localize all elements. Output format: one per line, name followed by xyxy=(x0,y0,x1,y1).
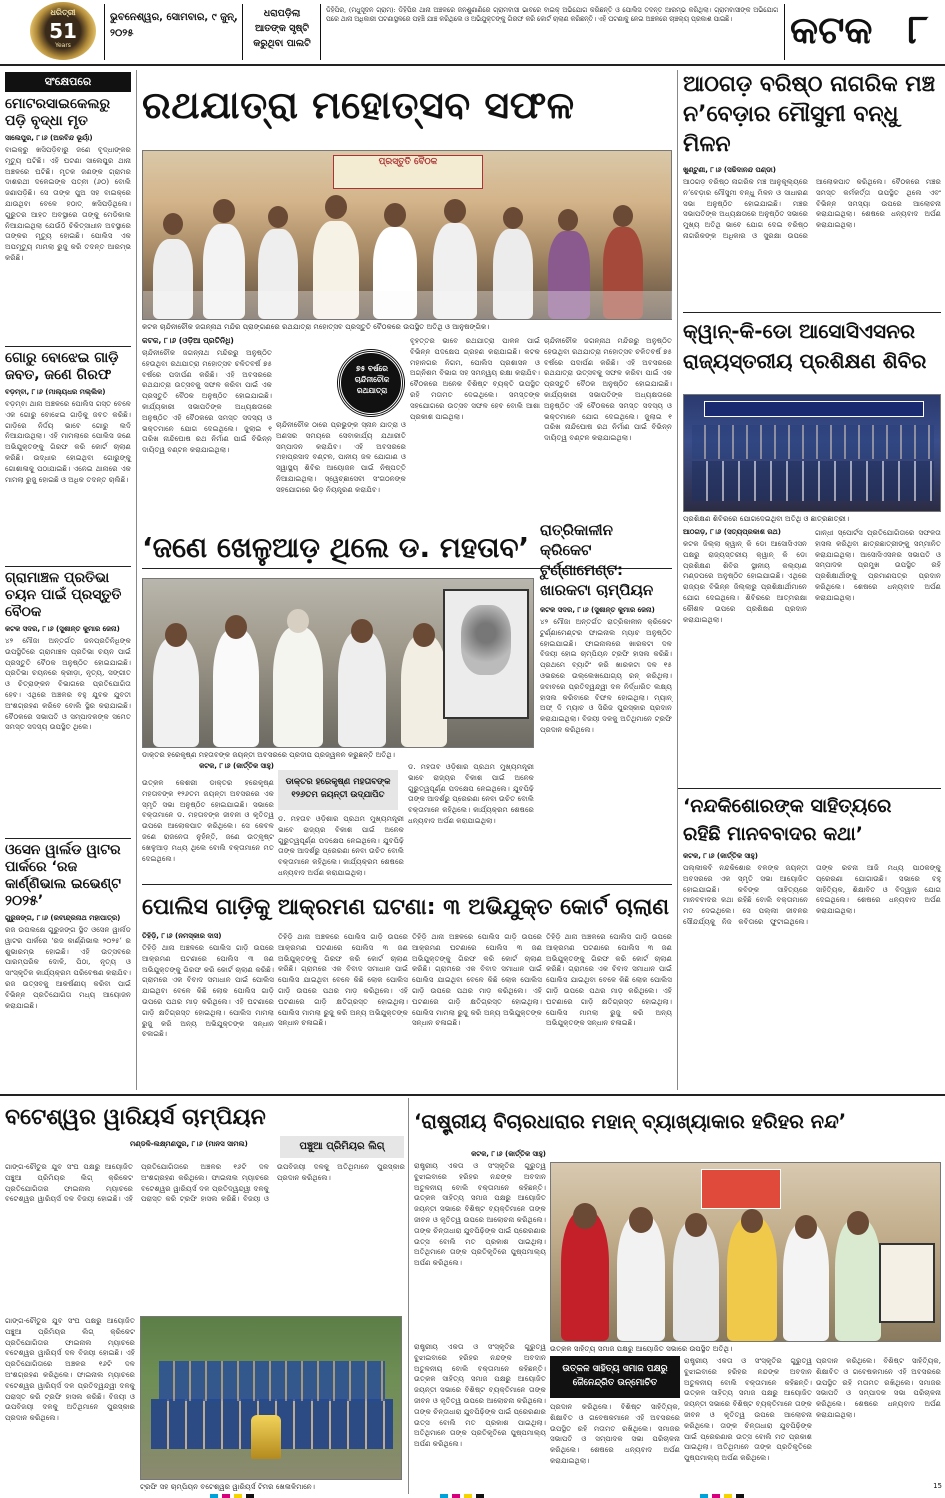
color-reg-cyan-2 xyxy=(440,1494,448,1498)
color-reg-yellow xyxy=(234,1494,242,1498)
police-body: ତିହିଡ଼ି ଥାନା ଅଞ୍ଚଳରେ ପୋଲିସ ଗାଡ଼ି ଉପରେ ଆକ୍ରମଣ ଘଟଣାରେ ପୋଲିସ ୩ ଜଣ ଅଭିଯୁକ୍ତଙ୍କୁ ଗିରଫ କରି କୋର୍ଟ ଚାଲାଣ କରିଛି। ଗ୍ରାମରେ ଏକ ବିବାଦ ସମାଧାନ ପାଇଁ ପୋଲିସ ଯାଇଥିବା ବେଳେ କିଛି ଲୋକ ପୋଲିସ ଗାଡ଼ି ଉପରେ ପଥର ମାଡ଼ କରିଥିଲେ। ଏହି ଘଟଣାରେ ଗାଡ଼ି କ୍ଷତିଗ୍ରସ୍ତ ହୋଇଥିଲା। ପୋଲିସ ମାମଲା ରୁଜୁ କରି ଅନ୍ୟ ଅଭିଯୁକ୍ତଙ୍କ ସନ୍ଧାନ ଚଳାଇଛି। xyxy=(142,943,277,1039)
athagarh-headline-1: ଆଠଗଡ଼ ବରିଷ୍ଠ ନାଗରିକ ମଞ୍ଚ xyxy=(683,72,935,97)
harihar-col-4 xyxy=(684,1356,815,1492)
kwan-photo xyxy=(683,394,941,512)
lead-body-right: ବୃହତ୍ତର ଭାବେ ରଥଯାତ୍ରା ପାଳନ ପାଇଁ ବିଭିନ୍ନ ପଦକ୍ଷେପ ଗ୍ରହଣ କରାଯାଇଛି। କଟକ ମହାନଗର ନିଗମ, ପୋଲିସ ପ୍ରଶାସନ ଓ ଅଗ୍ନିଶମ ବିଭାଗ ସହ ସମନ୍ୱୟ ରକ୍ଷା କରାଯିବ। ବୈଠକରେ ଅନେକ ବିଶିଷ୍ଟ ବ୍ୟକ୍ତି ଉପସ୍ଥିତ ରହି ମତାମତ ଦେଇଥିଲେ। ସମସ୍ତଙ୍କ ସହଯୋଗରେ ଉତ୍ସବ ସଫଳ ହେବ ବୋଲି ଆଶା ପ୍ରକାଶ ପାଇଥିଲା। xyxy=(410,336,543,421)
brief-2-headline: ଗୋରୁ ବୋଝେଇ ଗାଡ଼ି ଜବତ, ଜଣେ ଗିରଫ xyxy=(5,350,119,383)
brief-4 xyxy=(5,842,134,1087)
mahatab-body-mid: ଡ. ମହତାବ ଓଡ଼ିଶାର ପ୍ରଥମ ମୁଖ୍ୟମନ୍ତ୍ରୀ ଭାବେ ରାଜ୍ୟର ବିକାଶ ପାଇଁ ଅନେକ ଗୁରୁତ୍ୱପୂର୍ଣ୍ଣ ପଦକ୍ଷେପ ନେଇଥିଲେ। ଯୁବପିଢ଼ି ତାଙ୍କ ଆଦର୍ଶରୁ ପ୍ରେରଣା ନେବା ଉଚିତ ବୋଲି ବକ୍ତାମାନେ କହିଥିଲେ। କାର୍ଯ୍ୟକ୍ରମ ଶେଷରେ ଧନ୍ୟବାଦ ଅର୍ପଣ କରାଯାଇଥିଲା। xyxy=(278,814,407,877)
brief-4-dateline: ଗୁରୁଜଙ୍ଗ, ୮।୬ (ରବୀନ୍ଦ୍ରନାଥ ମହାପାତ୍ର) xyxy=(5,914,121,922)
harihar-col-2 xyxy=(414,1342,549,1492)
brief-4-body: ରଜ ଉପଲକ୍ଷେ ଗୁରୁଜଙ୍ଗ ସ୍ଥିତ ଓସେନ ୱାର୍ଲଡ ୱାଟର ପାର୍କରେ ‘ରଜ କାର୍ଣ୍ଣିଭାଲ ୨୦୨୫’ ର ଶୁଭାରମ୍ଭ ହୋଇଛି। ଏହି ଉତ୍ସବରେ ପାରମ୍ପରିକ ଦୋଳି, ପିଠା, ନୃତ୍ୟ ଓ ସାଂସ୍କୃତିକ କାର୍ଯ୍ୟକ୍ରମ ପରିବେଷଣ କରାଯିବ। ରଜ ଉତ୍ସବକୁ ଆକର୍ଷଣୀୟ କରିବା ପାଇଁ ବିଭିନ୍ନ ପ୍ରତିଯୋଗିତା ମଧ୍ୟ ଆୟୋଜନ କରାଯାଇଛି। xyxy=(5,925,134,1010)
brief-3-headline: ଗ୍ରାମାଞ୍ଚଳ ପ୍ରତିଭା ଚୟନ ପାଇଁ ପ୍ରସ୍ତୁତି ବୈଠକ xyxy=(5,570,122,620)
athagarh-dateline: ଖୁଣ୍ଟୁଣୀ, ୮।୬ (ସଚ୍ଚିଦାନନ୍ଦ ପଣ୍ଡା) xyxy=(683,166,776,174)
harihar-body-bottom: ପ୍ରଦାନ କରିଥିଲେ। ବିଶିଷ୍ଟ ସାହିତ୍ୟିକ, ଶିକ୍ଷାବିତ ଓ ଗବେଷକମାନେ ଏହି ଅବସରରେ ଉପସ୍ଥିତ ରହି ମତାମତ ରଖିଥିଲେ। ସମାଜର ସଭାପତି ଓ ସମ୍ପାଦକ ସଭା ପରିଚାଳନା କରିଥିଲେ। ଶେଷରେ ଧନ୍ୟବାଦ ଅର୍ପଣ କରାଯାଇଥିଲା। xyxy=(550,1402,683,1465)
anniversary-badge xyxy=(30,2,96,60)
brief-2-dateline: ବଡ଼ମ୍ବା, ୮।୬ (ମାଲ୍ୟଧର ମଲ୍ଲିକ) xyxy=(5,388,106,396)
brief-4-headline: ଓସେନ ୱାର୍ଲଡ ୱାଟର ପାର୍କରେ ‘ରଜ କାର୍ଣ୍ଣିଭାଲ ଇଭେଣ୍ଟ ୨୦୨୫’ xyxy=(5,842,121,909)
brief-3-body: ୪୨ ମୌଜା ଅନ୍ତର୍ଗତ ଜନପ୍ରତିନିଧିଙ୍କ ଉପସ୍ଥିତିରେ ଗ୍ରାମାଞ୍ଚଳ ପ୍ରତିଭା ଚୟନ ପାଇଁ ପ୍ରସ୍ତୁତି ବୈଠକ ଅନୁଷ୍ଠିତ ହୋଇଯାଇଛି। ପ୍ରତିଭା ଚୟନରେ କ୍ରୀଡ଼ା, ନୃତ୍ୟ, ସଙ୍ଗୀତ ଓ ଚିତ୍ରାଙ୍କନ ବିଭାଗରେ ପ୍ରତିଯୋଗିତା ହେବ। ଏଥିରେ ଅଞ୍ଚଳର ବହୁ ଯୁବକ ଯୁବତୀ ଅଂଶଗ୍ରହଣ କରିବେ ବୋଲି ସ୍ଥିର କରାଯାଇଛି। ବୈଠକରେ ସଭାପତି ଓ ସମ୍ପାଦକଙ୍କ ସମେତ ସମସ୍ତ ସଦସ୍ୟ ଉପସ୍ଥିତ ଥିଲେ। xyxy=(5,636,134,732)
mahatab-caption: ଡାକ୍ତର ହରେକୃଷ୍ଣ ମହତାବଙ୍କ ଜୟନ୍ତୀ ଅବସରରେ ପ୍ରଦୀପ ପ୍ରଜ୍ୱଳନ କରୁଛନ୍ତି ଅତିଥି। xyxy=(142,750,396,759)
cricket-dateline: କଟକ ସଦର, ୮।୬ (ସୁଶାନ୍ତ କୁମାର ଜେନା) xyxy=(540,606,655,614)
footer-page-ref: 15 xyxy=(933,1482,942,1490)
badge-years: Years xyxy=(55,42,71,49)
color-reg-magenta xyxy=(222,1494,230,1498)
nanda-body: ପଲ୍ଲୀକବି ନନ୍ଦକିଶୋର ବଳଙ୍କ ଜୟନ୍ତୀ ଅବସରରେ ଏକ ସ୍ମୃତି ସଭା ଆୟୋଜିତ ହୋଇଯାଇଛି। କବିଙ୍କ ସାହିତ୍ୟରେ ମାନବବାଦର କଥା ରହିଛି ବୋଲି ବକ୍ତାମାନେ ମତ ଦେଇଥିଲେ। ସେ ପଲ୍ଲୀ ଜୀବନର ସୌନ୍ଦର୍ଯ୍ୟକୁ ନିଜ କବିତାରେ ଫୁଟାଇଥିଲେ। ତାଙ୍କ ରଚନା ଆଜି ମଧ୍ୟ ପାଠକଙ୍କୁ ପ୍ରେରଣା ଯୋଗାଉଛି। ସଭାରେ ବହୁ ସାହିତ୍ୟିକ, ଶିକ୍ଷାବିତ ଓ ବିଦ୍ୱାନ ଯୋଗ ଦେଇଥିଲେ। ଶେଷରେ ଧନ୍ୟବାଦ ଅର୍ପଣ କରାଯାଇଥିଲା। xyxy=(683,863,944,926)
color-reg-yellow-2 xyxy=(464,1494,472,1498)
brief-1-body: ବାଇକ୍‌ରୁ ଖସିପଡ଼ିବାରୁ ଜଣେ ବୃଦ୍ଧାଙ୍କର ମୃତ୍ୟୁ ଘଟିଛି। ଏହି ଘଟଣା ସାଲେପୁର ଥାନା ଅଞ୍ଚଳରେ ଘଟିଛି। ମୃତକ ଜଣଙ୍କ ଗ୍ରାମର ଦାଶରଥୀ ଦଳେଇଙ୍କ ପତ୍ନୀ (୬୦) ବୋଲି ଜଣାପଡ଼ିଛି। ସେ ତାଙ୍କ ପୁଅ ସହ ବାଇକ୍‌ରେ ଯାଉଥିବା ବେଳେ ହଠାତ୍ ଖସିପଡ଼ିଥିଲେ। ଗୁରୁତର ଆହତ ଅବସ୍ଥାରେ ତାଙ୍କୁ ମେଡିକାଲ ନିଆଯାଇଥିଲା ଯେଉଁଠି ଚିକିତ୍ସାଧୀନ ଅବସ୍ଥାରେ ତାଙ୍କର ମୃତ୍ୟୁ ହୋଇଛି। ପୋଲିସ ଏକ ଅପମୃତ୍ୟୁ ମାମଲା ରୁଜୁ କରି ତଦନ୍ତ ଆରମ୍ଭ କରିଛି। xyxy=(5,145,134,262)
harihar-col-1 xyxy=(414,1150,549,1340)
police-headline: ପୋଲିସ ଗାଡ଼ିକୁ ଆକ୍ରମଣ ଘଟଣା: ୩ ଅଭିଯୁକ୍ତ କୋର୍ଟ ଚାଲାଣ xyxy=(142,895,670,920)
mahatab-body-left: ଉତ୍କଳ କେଶରୀ ଡାକ୍ତର ହରେକୃଷ୍ଣ ମହତାବଙ୍କ ୧୨୬ତମ ଜୟନ୍ତୀ ଅବସରରେ ଏକ ସ୍ମୃତି ସଭା ଅନୁଷ୍ଠିତ ହୋଇଯାଇଛି। ସଭାରେ ବକ୍ତାମାନେ ଡ. ମହତାବଙ୍କ ଜୀବନୀ ଓ କୃତିତ୍ୱ ଉପରେ ଆଲୋକପାତ କରିଥିଲେ। ସେ କେବଳ ଜଣେ ରାଜନେତା ନୁହଁନ୍ତି, ଜଣେ ଉତ୍କୃଷ୍ଟ ଖେଳୁଆଡ଼ ମଧ୍ୟ ଥିଲେ ବୋଲି ବକ୍ତାମାନେ ମତ ଦେଇଥିଲେ। xyxy=(142,778,277,863)
lead-photo xyxy=(142,150,672,320)
mahatab-col-4 xyxy=(408,762,537,882)
athagarh-body: ଆଠଗଡ଼ ବରିଷ୍ଠ ନାଗରିକ ମଞ୍ଚ ଆନୁକୂଲ୍ୟରେ ନ’ବେଡ଼ାର ମୌସୁମୀ ବନ୍ଧୁ ମିଳନ ଓ ସାଧାରଣ ସଭା ଅନୁଷ୍ଠିତ ହୋଇଯାଇଛି। ମଞ୍ଚର ସଭାପତିଙ୍କ ଅଧ୍ୟକ୍ଷତାରେ ଅନୁଷ୍ଠିତ ସଭାରେ ମୁଖ୍ୟ ଅତିଥି ଭାବେ ଯୋଗ ଦେଇ ବରିଷ୍ଠ ନାଗରିକଙ୍କ ଅଧିକାର ଓ ସୁରକ୍ଷା ଉପରେ ଆଲୋକପାତ କରିଥିଲେ। ବୈଠକରେ ମଞ୍ଚର ସମସ୍ତ କର୍ମକର୍ତ୍ତା ଉପସ୍ଥିତ ଥିଲେ ଏବଂ ବିଭିନ୍ନ ସମସ୍ୟା ଉପରେ ଆଲୋଚନା କରାଯାଇଥିଲା। ଶେଷରେ ଧନ୍ୟବାଦ ଅର୍ପଣ କରାଯାଇଥିଲା। xyxy=(683,177,944,240)
athagarh-story xyxy=(683,70,944,310)
color-reg-black-3 xyxy=(736,1494,744,1498)
harihar-headline: ‘ରାଷ୍ଟ୍ରୀୟ ବିଚାରଧାରାର ମହାନ୍ ବ୍ୟାଖ୍ୟାକାର ହରିହର ନନ୍ଦ’ xyxy=(414,1110,847,1133)
color-reg-cyan xyxy=(210,1494,218,1498)
brief-2-body: ବଡ଼ମ୍ବା ଥାନା ଅଞ୍ଚଳରେ ପୋଲିସ ଗସ୍ତ ବେଳେ ଏକ ଗୋରୁ ବୋଝେଇ ଗାଡ଼ିକୁ ଜବତ କରିଛି। ଗାଡ଼ିରେ ନିର୍ଦ୍ଦୟ ଭାବେ ଗୋରୁ ଲଦି ନିଆଯାଉଥିଲା। ଏହି ମାମଲାରେ ପୋଲିସ ଜଣେ ଅଭିଯୁକ୍ତଙ୍କୁ ଗିରଫ କରି କୋର୍ଟ ଚାଲାଣ କରିଛି। ଉଦ୍ଧାର ହୋଇଥିବା ଗୋରୁଙ୍କୁ ଗୋଶାଳାକୁ ପଠାଯାଇଛି। ଏନେଇ ଥାନାରେ ଏକ ମାମଲା ରୁଜୁ ହୋଇଛି ଓ ଅଧିକ ତଦନ୍ତ ଚାଲିଛି। xyxy=(5,399,134,484)
bateswar-caption: ଟ୍ରଫି ସହ ଚାମ୍ପିୟନ ବଟେଶ୍ୱର ୱାରିୟର୍ସ ଟିମର ଖେଳାଳିମାନେ। xyxy=(140,1482,315,1491)
cricket-headline-3: ଖାରକଟା ଚାମ୍ପିୟନ xyxy=(540,581,654,599)
masthead xyxy=(0,0,945,64)
kwan-col-2 xyxy=(815,528,944,786)
color-reg-yellow-3 xyxy=(724,1494,732,1498)
nanda-headline-1: ‘ନନ୍ଦକିଶୋରଙ୍କ ସାହିତ୍ୟରେ xyxy=(683,795,892,817)
kwan-headline-block xyxy=(683,316,941,392)
badge-number: 51 xyxy=(49,19,77,43)
kwan-body-left: କଟକ ଜିଲ୍ଲା କ୍ୱାନ୍‌ କି ଡୋ ଆସୋସିଏସନ ପକ୍ଷରୁ ରାଜ୍ୟସ୍ତରୀୟ କ୍ୱାନ୍‌ କି ଡୋ ପ୍ରଶିକ୍ଷଣ ଶିବିର ସ୍ଥାନୀୟ କଲ୍ୟାଣ ମଣ୍ଡପରେ ଅନୁଷ୍ଠିତ ହୋଇଯାଇଛି। ଏଥିରେ ରାଜ୍ୟର ବିଭିନ୍ନ ଜିଲ୍ଲାରୁ ପ୍ରଶିକ୍ଷାର୍ଥୀମାନେ ଯୋଗ ଦେଇଥିଲେ। ଶିବିରରେ ଆତ୍ମରକ୍ଷା କୌଶଳ ଉପରେ ପ୍ରଶିକ୍ଷଣ ପ୍ରଦାନ କରାଯାଇଥିଲା। xyxy=(683,539,810,624)
lead-badge xyxy=(338,350,404,416)
police-col-4 xyxy=(546,932,675,1090)
badge-text: ଧରିତ୍ରୀ xyxy=(50,8,76,17)
photo-banner-text: ପ୍ରସ୍ତୁତି ବୈଠକ xyxy=(378,157,438,167)
cricket-story xyxy=(540,520,675,880)
harihar-caption: ଉତ୍କଳ ସାହିତ୍ୟ ସମାଜ ପକ୍ଷରୁ ଆୟୋଜିତ ସଭାରେ ଉପସ୍ଥିତ ଅତିଥି। xyxy=(550,1344,733,1353)
lead-body-left: ଚାନ୍ଦିନୀଚୌକ ଜଗନ୍ନାଥ ମନ୍ଦିରରୁ ଅନୁଷ୍ଠିତ ହେଉଥିବା ରଥଯାତ୍ରା ମହୋତ୍ସବ ଚଳିତବର୍ଷ ୭୫ ବର୍ଷରେ ପଦାର୍ପଣ କରିଛି। ଏହି ଅବସରରେ ରଥଯାତ୍ରା ଉତ୍ସବକୁ ସଫଳ କରିବା ପାଇଁ ଏକ ପ୍ରସ୍ତୁତି ବୈଠକ ଅନୁଷ୍ଠିତ ହୋଇଯାଇଛି। କାର୍ଯ୍ୟକାରୀ ସଭାପତିଙ୍କ ଅଧ୍ୟକ୍ଷତାରେ ଅନୁଷ୍ଠିତ ଏହି ବୈଠକରେ ସମସ୍ତ ସଦସ୍ୟ ଓ ଭକ୍ତମାନେ ଯୋଗ ଦେଇଥିଲେ। ଜୁଲାଇ ୧ ତାରିଖ ନାନ୍ଦିଘୋଷ ରଥ ନିର୍ମାଣ ପାଇଁ ବିଭିନ୍ନ ଦାୟିତ୍ୱ ବଣ୍ଟନ କରାଯାଇଥିଲା। xyxy=(142,348,275,455)
harihar-body-bottom-3: ପ୍ରଦାନ କରିଥିଲେ। ବିଶିଷ୍ଟ ସାହିତ୍ୟିକ, ଶିକ୍ଷାବିତ ଓ ଗବେଷକମାନେ ଏହି ଅବସରରେ ଉପସ୍ଥିତ ରହି ମତାମତ ରଖିଥିଲେ। ସମାଜର ସଭାପତି ଓ ସମ୍ପାଦକ ସଭା ପରିଚାଳନା କରିଥିଲେ। ଶେଷରେ ଧନ୍ୟବାଦ ଅର୍ପଣ କରାଯାଇଥିଲା। xyxy=(816,1356,944,1419)
kwan-headline-1: କ୍ୱାନ୍‌-କି-ଡୋ ଆସୋସିଏସନର xyxy=(683,319,916,343)
harihar-col-3 xyxy=(550,1402,683,1492)
lead-dateline: କଟକ, ୮।୬ (ଓଡ଼ିଆ ପ୍ରତିନିଧି) xyxy=(142,336,234,345)
nanda-dateline: କଟକ, ୮।୬ (କାର୍ତ୍ତିକ ସାହୁ) xyxy=(683,852,758,860)
bateswar-body: ଗାଙ୍ଗ-ଚୌତୁର ଯୁବ ସଂଘ ପକ୍ଷରୁ ଆୟୋଜିତ ପଞ୍ଚୁଆ ପ୍ରିମିୟର ଲିଗ୍ କ୍ରିକେଟ ପ୍ରତିଯୋଗିତାର ଫାଇନାଲ ମ୍ୟାଚରେ ବଟେଶ୍ୱର ୱାରିୟର୍ସ ଦଳ ବିଜୟୀ ହୋଇଛି। ଏହି ପ୍ରତିଯୋଗିତାରେ ଅଞ୍ଚଳର ୧୬ଟି ଦଳ ଅଂଶଗ୍ରହଣ କରିଥିଲେ। ଫାଇନାଲ ମ୍ୟାଚରେ ବଟେଶ୍ୱର ୱାରିୟର୍ସ ଦଳ ପ୍ରତିଦ୍ୱନ୍ଦ୍ୱୀ ଦଳକୁ ପରାସ୍ତ କରି ଟ୍ରଫି ହାସଲ କରିଛି। ବିଜୟୀ ଓ ଉପବିଜୟୀ ଦଳକୁ ଅତିଥିମାନେ ପୁରସ୍କାର ପ୍ରଦାନ କରିଥିଲେ। xyxy=(5,1162,408,1204)
color-reg-black xyxy=(246,1494,254,1498)
masthead-brief: ଡିହିପିର, (ମଧୁସୂଦନ ଗ୍ରାମ): ଡିହିପିର ଥାନା ଅଞ୍ଚଳରେ ଜନଶୁଣାଣିରେ ଗ୍ରାମବାସୀ ଭାବରେ ବାଇକ୍ ଅଭିଯୋଗ କରିଛନ୍ତି ଓ ପୋଲିସ ତଦନ୍ତ ଆରମ୍ଭ କରିଥିଲା। ଗ୍ରାମବାସୀଙ୍କ ଅଭିଯୋଗ ପରେ ଥାନା ଅଧିକାରୀ ଘଟଣାସ୍ଥଳରେ ପହଞ୍ଚି ଯାଞ୍ଚ କରିଥିଲେ ଓ ଅଭିଯୁକ୍ତଙ୍କୁ ଗିରଫ କରି କୋର୍ଟ ଚାଲାଣ କରିଛନ୍ତି। ଏହି ଘଟଣାକୁ ନେଇ ଅଞ୍ଚଳରେ ଚାଞ୍ଚଲ୍ୟ ପ୍ରକାଶ ପାଇଛି। xyxy=(326,6,781,23)
color-reg-black-2 xyxy=(476,1494,484,1498)
color-reg-magenta-2 xyxy=(452,1494,460,1498)
cricket-body: ୪୨ ମୌଜା ଅନ୍ତର୍ଗତ ରାତ୍ରିକାଳୀନ କ୍ରିକେଟ ଟୁର୍ଣ୍ଣାମେଣ୍ଟର ଫାଇନାଲ ମ୍ୟାଚ ଅନୁଷ୍ଠିତ ହୋଇଯାଇଛି। ଫାଇନାଲରେ ଖାରକଟା ଦଳ ବିଜୟୀ ହୋଇ ଚାମ୍ପିୟନ ଟ୍ରଫି ହାସଲ କରିଛି। ପ୍ରଥମେ ବ୍ୟାଟିଂ କରି ଖାରକଟା ଦଳ ୧୫ ଓଭରରେ ଉଲ୍ଲେଖଯୋଗ୍ୟ ରନ୍ କରିଥିଲା। ଜବାବରେ ପ୍ରତିଦ୍ୱନ୍ଦ୍ୱୀ ଦଳ ନିର୍ଦ୍ଧାରିତ ଲକ୍ଷ୍ୟ ହାସଲ କରିବାରେ ବିଫଳ ହୋଇଥିଲା। ମ୍ୟାନ୍ ଅଫ୍ ଦି ମ୍ୟାଚ ଓ ସିରିଜ ପୁରସ୍କାର ପ୍ରଦାନ କରାଯାଇଥିଲା। ବିଜୟୀ ଦଳକୁ ଅତିଥିମାନେ ଟ୍ରଫି ପ୍ରଦାନ କରିଥିଲେ। xyxy=(540,617,675,734)
mahatab-dateline: କଟକ, ୮।୬ (କାର୍ତ୍ତିକ ସାହୁ) xyxy=(199,762,274,770)
color-reg-magenta-3 xyxy=(712,1494,720,1498)
footer-strip xyxy=(0,1494,945,1498)
lead-badge-text: ୭୫ ବର୍ଷରେ ଚାନ୍ଦିନୀଚୌକ ରଥଯାତ୍ରା xyxy=(354,364,390,395)
kwan-body-right: ଗାନ୍ଧୀ ସ୍ପୋର୍ଟସ ପ୍ରତିଯୋଗିତାରେ ସଫଳତା ହାସଲ କରିଥିବା ଛାତ୍ରଛାତ୍ରୀଙ୍କୁ ସମ୍ମାନିତ କରାଯାଇଥିଲା। ଆସୋସିଏସନର ସଭାପତି ଓ ସମ୍ପାଦକ ପ୍ରମୁଖ ଉପସ୍ଥିତ ରହି ପ୍ରଶିକ୍ଷାର୍ଥୀଙ୍କୁ ପ୍ରମାଣପତ୍ର ପ୍ରଦାନ କରିଥିଲେ। ଶେଷରେ ଧନ୍ୟବାଦ ଅର୍ପଣ କରାଯାଇଥିଲା। xyxy=(815,528,944,602)
nanda-story xyxy=(683,792,944,1092)
brief-3-dateline: କଟକ ସଦର, ୮।୬ (ସୁଶାନ୍ତ କୁମାର ଜେନା) xyxy=(5,625,120,633)
section-title: କଟକ xyxy=(790,8,873,52)
bateswar-photo xyxy=(140,1316,402,1480)
harihar-photo xyxy=(550,1162,941,1342)
brief-1-dateline: ସାଲେପୁର, ୮।୬ (ଅରବିନ୍ଦ ଭୂୟାଁ) xyxy=(5,134,93,142)
kwan-headline-2: ରାଜ୍ୟସ୍ତରୀୟ ପ୍ରଶିକ୍ଷଣ ଶିବିର xyxy=(683,349,927,373)
mahatab-col-2 xyxy=(142,778,277,882)
police-col-2 xyxy=(278,932,411,1090)
masthead-dateline: ଭୁବନେଶ୍ୱର, ସୋମବାର, ୯ ଜୁନ୍, ୨୦୨୫ xyxy=(110,12,238,39)
harihar-dateline: କଟକ, ୮।୬ (କାର୍ତ୍ତିକ ସାହୁ) xyxy=(471,1150,546,1158)
harihar-body-bottom-2: ରାଷ୍ଟ୍ରୀୟ ଏକତା ଓ ସଂସ୍କୃତିର ଗୁରୁତ୍ୱ ବୁଝାଇବାରେ ହରିହର ନନ୍ଦଙ୍କ ଅବଦାନ ଅତୁଳନୀୟ ବୋଲି ବକ୍ତାମାନେ କହିଛନ୍ତି। ଉତ୍କଳ ସାହିତ୍ୟ ସମାଜ ପକ୍ଷରୁ ଆୟୋଜିତ ଜୟନ୍ତୀ ସଭାରେ ବିଶିଷ୍ଟ ବ୍ୟକ୍ତିମାନେ ତାଙ୍କ ଜୀବନ ଓ କୃତିତ୍ୱ ଉପରେ ଆଲୋଚନା କରିଥିଲେ। ତାଙ୍କ ଚିନ୍ତାଧାରା ଯୁବପିଢ଼ିଙ୍କ ପାଇଁ ପ୍ରେରଣାର ଉତ୍ସ ବୋଲି ମତ ପ୍ରକାଶ ପାଇଥିଲା। ଅତିଥିମାନେ ତାଙ୍କ ପ୍ରତିକୃତିରେ ପୁଷ୍ପମାଲ୍ୟ ଅର୍ପଣ କରିଥିଲେ। xyxy=(684,1356,815,1463)
color-reg-cyan-3 xyxy=(700,1494,708,1498)
mahatab-photo xyxy=(142,578,534,748)
cricket-headline-1: ରାତ୍ରିକାଳୀନ xyxy=(540,521,613,539)
brief-1-headline: ମୋଟରସାଇକେଲରୁ ପଡ଼ି ବୃଦ୍ଧା ମୃତ xyxy=(5,96,111,129)
nanda-headline-2: ରହିଛି ମାନବବାଦର କଥା’ xyxy=(683,823,863,845)
police-col-1 xyxy=(142,932,277,1090)
lead-headline: ରଥଯାତ୍ରା ମହୋତ୍ସବ ସଫଳ xyxy=(142,83,575,127)
brief-3 xyxy=(5,570,134,838)
mahatab-body-right: ଡ. ମହତାବ ଓଡ଼ିଶାର ପ୍ରଥମ ମୁଖ୍ୟମନ୍ତ୍ରୀ ଭାବେ ରାଜ୍ୟର ବିକାଶ ପାଇଁ ଅନେକ ଗୁରୁତ୍ୱପୂର୍ଣ୍ଣ ପଦକ୍ଷେପ ନେଇଥିଲେ। ଯୁବପିଢ଼ି ତାଙ୍କ ଆଦର୍ଶରୁ ପ୍ରେରଣା ନେବା ଉଚିତ ବୋଲି ବକ୍ତାମାନେ କହିଥିଲେ। କାର୍ଯ୍ୟକ୍ରମ ଶେଷରେ ଧନ୍ୟବାଦ ଅର୍ପଣ କରାଯାଇଥିଲା। xyxy=(408,762,537,825)
police-body-cont: ତିହିଡ଼ି ଥାନା ଅଞ୍ଚଳରେ ପୋଲିସ ଗାଡ଼ି ଉପରେ ଆକ୍ରମଣ ଘଟଣାରେ ପୋଲିସ ୩ ଜଣ ଅଭିଯୁକ୍ତଙ୍କୁ ଗିରଫ କରି କୋର୍ଟ ଚାଲାଣ କରିଛି। ଗ୍ରାମରେ ଏକ ବିବାଦ ସମାଧାନ ପାଇଁ ପୋଲିସ ଯାଇଥିବା ବେଳେ କିଛି ଲୋକ ପୋଲିସ ଗାଡ଼ି ଉପରେ ପଥର ମାଡ଼ କରିଥିଲେ। ଏହି ଘଟଣାରେ ଗାଡ଼ି କ୍ଷତିଗ୍ରସ୍ତ ହୋଇଥିଲା। ପୋଲିସ ମାମଲା ରୁଜୁ କରି ଅନ୍ୟ ଅଭିଯୁକ୍ତଙ୍କ ସନ୍ଧାନ ଚଳାଇଛି। xyxy=(278,932,411,1028)
police-body-cont-3: ତିହିଡ଼ି ଥାନା ଅଞ୍ଚଳରେ ପୋଲିସ ଗାଡ଼ି ଉପରେ ଆକ୍ରମଣ ଘଟଣାରେ ପୋଲିସ ୩ ଜଣ ଅଭିଯୁକ୍ତଙ୍କୁ ଗିରଫ କରି କୋର୍ଟ ଚାଲାଣ କରିଛି। ଗ୍ରାମରେ ଏକ ବିବାଦ ସମାଧାନ ପାଇଁ ପୋଲିସ ଯାଇଥିବା ବେଳେ କିଛି ଲୋକ ପୋଲିସ ଗାଡ଼ି ଉପରେ ପଥର ମାଡ଼ କରିଥିଲେ। ଏହି ଘଟଣାରେ ଗାଡ଼ି କ୍ଷତିଗ୍ରସ୍ତ ହୋଇଥିଲା। ପୋଲିସ ମାମଲା ରୁଜୁ କରି ଅନ୍ୟ ଅଭିଯୁକ୍ତଙ୍କ ସନ୍ଧାନ ଚଳାଇଛି। xyxy=(546,932,675,1028)
harihar-body: ରାଷ୍ଟ୍ରୀୟ ଏକତା ଓ ସଂସ୍କୃତିର ଗୁରୁତ୍ୱ ବୁଝାଇବାରେ ହରିହର ନନ୍ଦଙ୍କ ଅବଦାନ ଅତୁଳନୀୟ ବୋଲି ବକ୍ତାମାନେ କହିଛନ୍ତି। ଉତ୍କଳ ସାହିତ୍ୟ ସମାଜ ପକ୍ଷରୁ ଆୟୋଜିତ ଜୟନ୍ତୀ ସଭାରେ ବିଶିଷ୍ଟ ବ୍ୟକ୍ତିମାନେ ତାଙ୍କ ଜୀବନ ଓ କୃତିତ୍ୱ ଉପରେ ଆଲୋଚନା କରିଥିଲେ। ତାଙ୍କ ଚିନ୍ତାଧାରା ଯୁବପିଢ଼ିଙ୍କ ପାଇଁ ପ୍ରେରଣାର ଉତ୍ସ ବୋଲି ମତ ପ୍ରକାଶ ପାଇଥିଲା। ଅତିଥିମାନେ ତାଙ୍କ ପ୍ରତିକୃତିରେ ପୁଷ୍ପମାଲ୍ୟ ଅର୍ପଣ କରିଥିଲେ। xyxy=(414,1161,549,1268)
bateswar-dateline: ମଣ୍ଡଳି-ଲକ୍ଷ୍ମଣପୁର, ୮।୬ (ମାନସ ସାମଲ) xyxy=(130,1140,248,1148)
bateswar-subkicker: ପଞ୍ଚୁଆ ପ୍ରିମିୟର ଲିଗ୍ xyxy=(280,1136,404,1158)
harihar-subkicker: ଉତ୍କଳ ସାହିତ୍ୟ ସମାଜ ପକ୍ଷରୁ ଜୈନେନ୍ଦ୍ରିତ ଉନ୍ମୋଚିତ xyxy=(550,1356,680,1398)
bateswar-headline: ବଟେଶ୍ୱର ୱାରିୟର୍ସ ଚାମ୍ପିୟନ xyxy=(5,1105,266,1130)
mahatab-headline: ‘ଜଣେ ଖେଳୁଆଡ଼ ଥିଲେ ଡ. ମହତାବ’ xyxy=(142,531,530,564)
kwan-dateline: ଆଠଗଡ଼, ୮।୬ (ସତ୍ୟପ୍ରକାଶ ରଥ) xyxy=(683,528,781,536)
athagarh-headline-2: ନ’ବେଡ଼ାର ମୌସୁମୀ ବନ୍ଧୁ ମିଳନ xyxy=(683,102,899,157)
mahatab-subkicker: ଡାକ୍ତର ହରେକୃଷ୍ଣ ମହତାବଙ୍କ ୧୨୬ତମ ଜୟନ୍ତୀ ଉଦ୍‌ଯାପିତ xyxy=(278,770,398,810)
police-col-3 xyxy=(412,932,545,1090)
lead-body-cont: ଚାନ୍ଦିନୀଚୌକ ଜଗନ୍ନାଥ ମନ୍ଦିରରୁ ଅନୁଷ୍ଠିତ ହେଉଥିବା ରଥଯାତ୍ରା ମହୋତ୍ସବ ଚଳିତବର୍ଷ ୭୫ ବର୍ଷରେ ପଦାର୍ପଣ କରିଛି। ଏହି ଅବସରରେ ରଥଯାତ୍ରା ଉତ୍ସବକୁ ସଫଳ କରିବା ପାଇଁ ଏକ ପ୍ରସ୍ତୁତି ବୈଠକ ଅନୁଷ୍ଠିତ ହୋଇଯାଇଛି। କାର୍ଯ୍ୟକାରୀ ସଭାପତିଙ୍କ ଅଧ୍ୟକ୍ଷତାରେ ଅନୁଷ୍ଠିତ ଏହି ବୈଠକରେ ସମସ୍ତ ସଦସ୍ୟ ଓ ଭକ୍ତମାନେ ଯୋଗ ଦେଇଥିଲେ। ଜୁଲାଇ ୧ ତାରିଖ ନାନ୍ଦିଘୋଷ ରଥ ନିର୍ମାଣ ପାଇଁ ବିଭିନ୍ନ ଦାୟିତ୍ୱ ବଣ୍ଟନ କରାଯାଇଥିଲା। xyxy=(544,336,675,443)
kwan-caption: ପ୍ରଶିକ୍ଷଣ ଶିବିରରେ ଯୋଗଦେଇଥିବା ଅତିଥି ଓ ଛାତ୍ରଛାତ୍ରୀ। xyxy=(683,514,850,523)
cricket-headline-2: କ୍ରିକେଟ ଟୁର୍ଣ୍ଣାମେଣ୍ଟ: xyxy=(540,541,623,579)
police-dateline: ତିହିଡ଼ି, ୮।୬ (ନମସ୍କାର ଦାସ) xyxy=(142,932,222,940)
kwan-col-1 xyxy=(683,528,810,786)
bateswar-body-left: ଗାଙ୍ଗ-ଚୌତୁର ଯୁବ ସଂଘ ପକ୍ଷରୁ ଆୟୋଜିତ ପଞ୍ଚୁଆ ପ୍ରିମିୟର ଲିଗ୍ କ୍ରିକେଟ ପ୍ରତିଯୋଗିତାର ଫାଇନାଲ ମ୍ୟାଚରେ ବଟେଶ୍ୱର ୱାରିୟର୍ସ ଦଳ ବିଜୟୀ ହୋଇଛି। ଏହି ପ୍ରତିଯୋଗିତାରେ ଅଞ୍ଚଳର ୧୬ଟି ଦଳ ଅଂଶଗ୍ରହଣ କରିଥିଲେ। ଫାଇନାଲ ମ୍ୟାଚରେ ବଟେଶ୍ୱର ୱାରିୟର୍ସ ଦଳ ପ୍ରତିଦ୍ୱନ୍ଦ୍ୱୀ ଦଳକୁ ପରାସ୍ତ କରି ଟ୍ରଫି ହାସଲ କରିଛି। ବିଜୟୀ ଓ ଉପବିଜୟୀ ଦଳକୁ ଅତିଥିମାନେ ପୁରସ୍କାର ପ୍ରଦାନ କରିଥିଲେ। xyxy=(5,1316,138,1423)
harihar-body-cont: ରାଷ୍ଟ୍ରୀୟ ଏକତା ଓ ସଂସ୍କୃତିର ଗୁରୁତ୍ୱ ବୁଝାଇବାରେ ହରିହର ନନ୍ଦଙ୍କ ଅବଦାନ ଅତୁଳନୀୟ ବୋଲି ବକ୍ତାମାନେ କହିଛନ୍ତି। ଉତ୍କଳ ସାହିତ୍ୟ ସମାଜ ପକ୍ଷରୁ ଆୟୋଜିତ ଜୟନ୍ତୀ ସଭାରେ ବିଶିଷ୍ଟ ବ୍ୟକ୍ତିମାନେ ତାଙ୍କ ଜୀବନ ଓ କୃତିତ୍ୱ ଉପରେ ଆଲୋଚନା କରିଥିଲେ। ତାଙ୍କ ଚିନ୍ତାଧାରା ଯୁବପିଢ଼ିଙ୍କ ପାଇଁ ପ୍ରେରଣାର ଉତ୍ସ ବୋଲି ମତ ପ୍ରକାଶ ପାଇଥିଲା। ଅତିଥିମାନେ ତାଙ୍କ ପ୍ରତିକୃତିରେ ପୁଷ୍ପମାଲ୍ୟ ଅର୍ପଣ କରିଥିଲେ। xyxy=(414,1342,549,1449)
briefs-kicker: ସଂକ୍ଷେପରେ xyxy=(5,72,131,92)
page-number: ୮ xyxy=(907,7,929,53)
brief-2 xyxy=(5,350,134,566)
brief-1 xyxy=(5,96,134,346)
masthead-slogan: ଧରାପଡ଼ିଲା ଆତଙ୍କ ସୃଷ୍ଟି କରୁଥିବା ପାଲଟି xyxy=(253,8,311,49)
police-body-cont-2: ତିହିଡ଼ି ଥାନା ଅଞ୍ଚଳରେ ପୋଲିସ ଗାଡ଼ି ଉପରେ ଆକ୍ରମଣ ଘଟଣାରେ ପୋଲିସ ୩ ଜଣ ଅଭିଯୁକ୍ତଙ୍କୁ ଗିରଫ କରି କୋର୍ଟ ଚାଲାଣ କରିଛି। ଗ୍ରାମରେ ଏକ ବିବାଦ ସମାଧାନ ପାଇଁ ପୋଲିସ ଯାଇଥିବା ବେଳେ କିଛି ଲୋକ ପୋଲିସ ଗାଡ଼ି ଉପରେ ପଥର ମାଡ଼ କରିଥିଲେ। ଏହି ଘଟଣାରେ ଗାଡ଼ି କ୍ଷତିଗ୍ରସ୍ତ ହୋଇଥିଲା। ପୋଲିସ ମାମଲା ରୁଜୁ କରି ଅନ୍ୟ ଅଭିଯୁକ୍ତଙ୍କ ସନ୍ଧାନ ଚଳାଇଛି। xyxy=(412,932,545,1028)
lead-caption: କଟକ ଚାନ୍ଦିନୀଚୌକ ଜଗନ୍ନାଥ ମନ୍ଦିର ପ୍ରାଙ୍ଗଣରେ ରଥଯାତ୍ରା ମହୋତ୍ସବ ପ୍ରସ୍ତୁତି ବୈଠକରେ ଉପସ୍ଥିତ ଅତିଥି ଓ ଆନୁଷଙ୍ଗିକ। xyxy=(142,322,490,331)
harihar-col-5 xyxy=(816,1356,944,1492)
mahatab-col-3 xyxy=(278,814,407,882)
lead-body-mid: ଚାନ୍ଦିନୀଚୌକ ଠାରେ ପ୍ରଭୁଙ୍କ ସ୍ନାନ ଯାତ୍ରା ଓ ଅଣସର ସମୟରେ ସେବାକାର୍ଯ୍ୟ ଯଥାରୀତି ସମ୍ପାଦନ କରାଯିବ। ଏହି ଅବସରରେ ମହାପ୍ରସାଦ ବଣ୍ଟନ, ପାନୀୟ ଜଳ ଯୋଗାଣ ଓ ସ୍ୱାସ୍ଥ୍ୟ ଶିବିର ଆୟୋଜନ ପାଇଁ ନିଷ୍ପତ୍ତି ନିଆଯାଇଥିଲା। ସ୍ୱେଚ୍ଛାସେବୀ ସଂଗଠନଙ୍କ ସହଯୋଗରେ ଭିଡ଼ ନିୟନ୍ତ୍ରଣ କରାଯିବ। xyxy=(276,420,409,494)
